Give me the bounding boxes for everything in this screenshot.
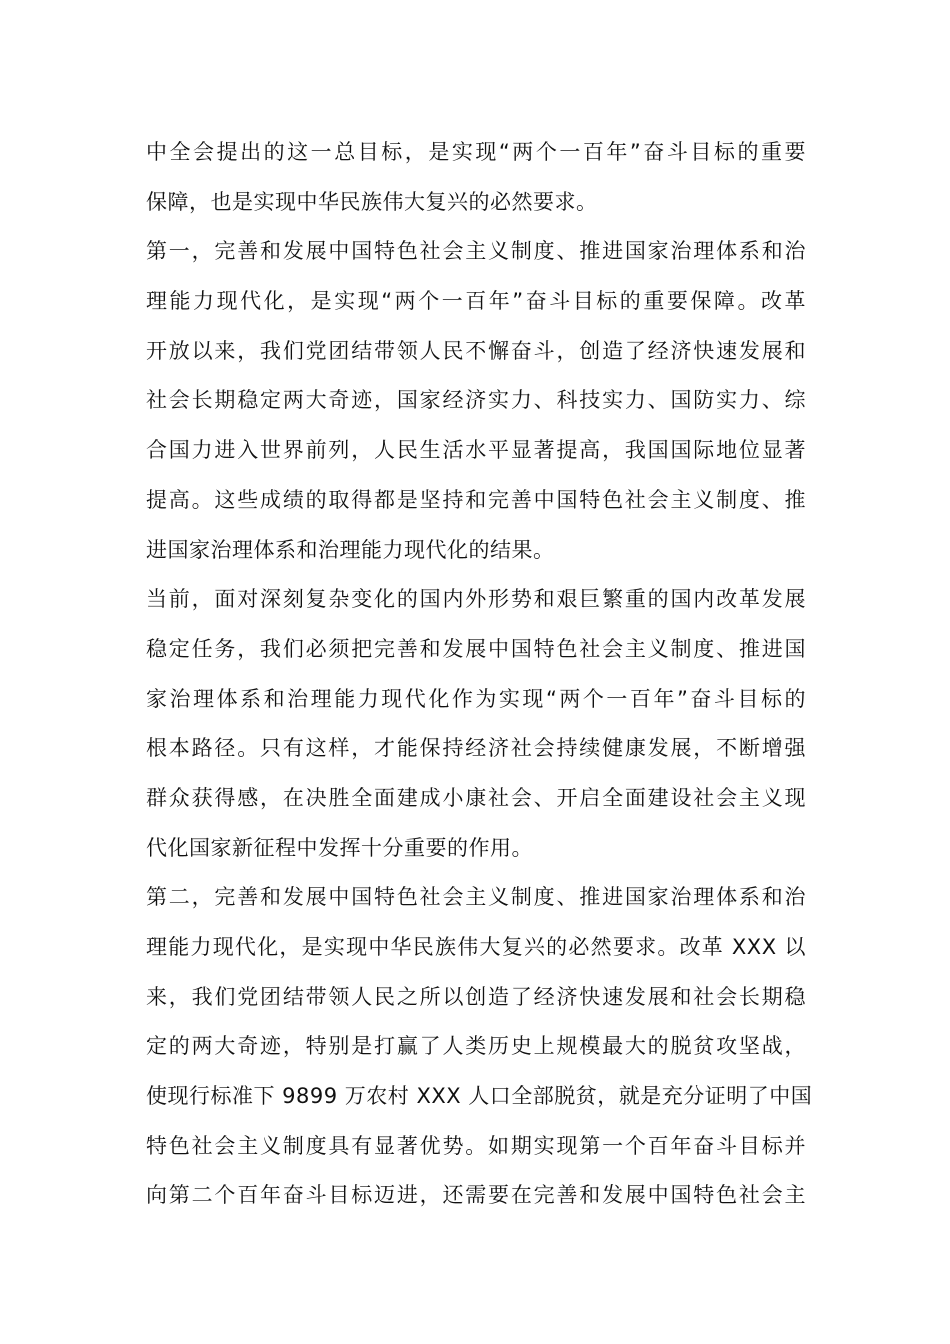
- text-line: 理能力现代化，是实现“两个一百年”奋斗目标的重要保障。改革: [146, 289, 806, 314]
- paragraph-4: [146, 873, 813, 1221]
- text-line: 中全会提出的这一总目标，是实现“两个一百年”奋斗目标的重要: [146, 140, 806, 164]
- text-line: 第一，完善和发展中国特色社会主义制度、推进国家治理体系和治: [146, 239, 806, 264]
- text-line: 第二，完善和发展中国特色社会主义制度、推进国家治理体系和治: [146, 885, 806, 910]
- text-line: 开放以来，我们党团结带领人民不懈奋斗，创造了经济快速发展和: [146, 338, 806, 363]
- text-line: 稳定任务，我们必须把完善和发展中国特色社会主义制度、推进国: [146, 636, 806, 661]
- paragraph-2: [146, 227, 806, 575]
- text-line: 来，我们党团结带领人民之所以创造了经济快速发展和社会长期稳: [146, 984, 806, 1009]
- text-line: 保障，也是实现中华民族伟大复兴的必然要求。: [146, 189, 598, 214]
- text-line: 定的两大奇迹，特别是打赢了人类历史上规模最大的脱贫攻坚战，: [146, 1034, 806, 1059]
- text-line: 使现行标准下 9899 万农村 XXX 人口全部脱贫，就是充分证明了中国: [146, 1084, 813, 1109]
- text-line: 理能力现代化，是实现中华民族伟大复兴的必然要求。改革 XXX 以: [146, 935, 806, 959]
- text-line: 合国力进入世界前列，人民生活水平显著提高，我国国际地位显著: [146, 438, 806, 463]
- body-text: [146, 128, 813, 1221]
- text-line: 向第二个百年奋斗目标迈进，还需要在完善和发展中国特色社会主: [146, 1183, 806, 1208]
- text-line: 群众获得感，在决胜全面建成小康社会、开启全面建设社会主义现: [146, 785, 806, 810]
- paragraph-1: [146, 128, 806, 227]
- text-line: 代化国家新征程中发挥十分重要的作用。: [146, 835, 533, 860]
- text-line: 根本路径。只有这样，才能保持经济社会持续健康发展，不断增强: [146, 736, 806, 761]
- text-line: 特色社会主义制度具有显著优势。如期实现第一个百年奋斗目标并: [146, 1133, 806, 1158]
- text-line: 进国家治理体系和治理能力现代化的结果。: [146, 537, 555, 562]
- text-line: 家治理体系和治理能力现代化作为实现“两个一百年”奋斗目标的: [146, 686, 806, 711]
- paragraph-3: [146, 575, 806, 873]
- text-line: 提高。这些成绩的取得都是坚持和完善中国特色社会主义制度、推: [146, 487, 806, 512]
- text-line: 当前，面对深刻复杂变化的国内外形势和艰巨繁重的国内改革发展: [146, 587, 806, 612]
- text-line: 社会长期稳定两大奇迹，国家经济实力、科技实力、国防实力、综: [146, 388, 806, 413]
